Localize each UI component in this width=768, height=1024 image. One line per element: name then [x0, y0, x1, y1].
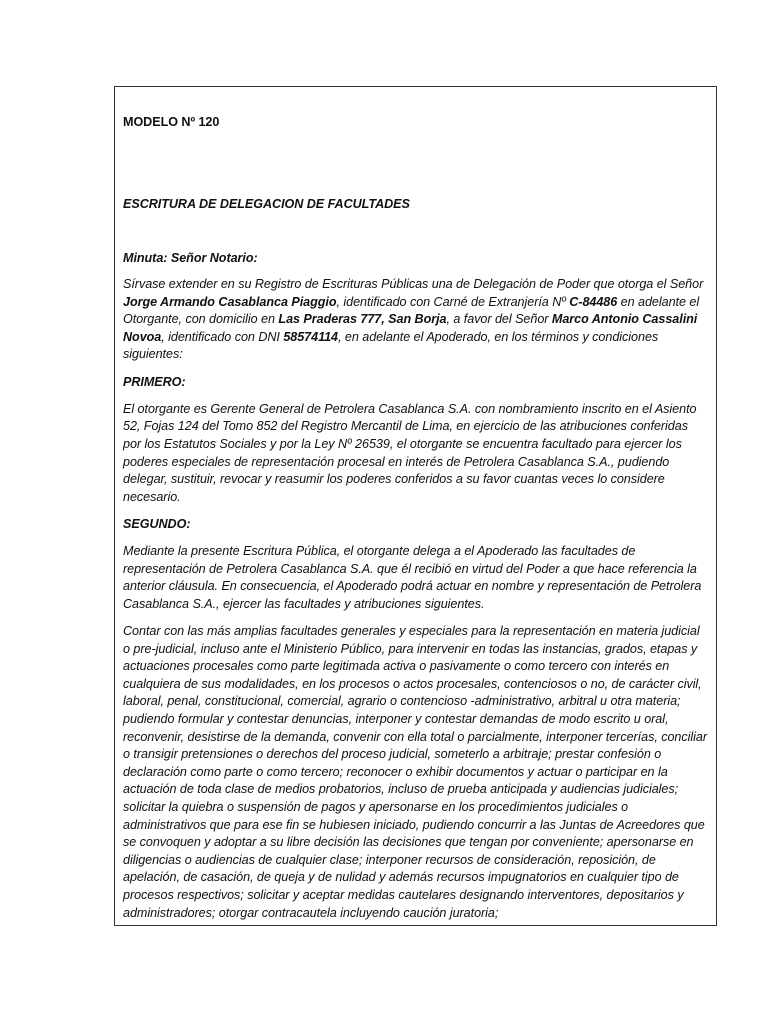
clause-primero-heading: PRIMERO: — [123, 374, 186, 389]
model-title: MODELO Nº 120 — [123, 115, 220, 129]
intro-text-1: Sírvase extender en su Registro de Escrituras Públicas una de Delegación de Poder que otorga el Señor — [123, 277, 704, 291]
grantor-address: Las Praderas 777, San Borja — [278, 312, 447, 327]
attorney-id: 58574114 — [283, 329, 339, 344]
attorney-name: Marco Antonio Cassalini Novoa — [123, 312, 698, 344]
intro-text-3: en adelante el Otorgante, con domicilio en — [123, 294, 700, 327]
clause-segundo-powers-text: Contar con las más amplias facultades generales y especiales para la representación en materia judicial o pre-judicial, incluso ante el Ministerio Público, para intervenir en todas las instancias, grados, etapas y actuaciones procesales como parte legitimada activa o pasivamente o como tercero con interés en cualquiera de sus modalidades, en los procesos o actos procesales, contenciosos o no, de carácter civil, laboral, penal, constitucional, comercial, agrario o contencioso -administrativo, arbitral u otra materia; pudiendo formular y contestar denuncias, interponer y contestar demandas de modo escrito u oral, reconvenir, desistirse de la demanda, convenir con ella total o parcialmente, interponer tercerías, conciliar o transigir pretensiones o derechos del proceso judicial, someterlo a arbitraje; prestar confesión o declaración como parte o como tercero; reconocer o exhibir documentos y actuar o participar en la actuación de toda clase de medios probatorios, incluso de prueba anticipada y audiencias judiciales; solicitar la quiebra o suspensión de pagos y apersonarse en los procedimientos judiciales o administrativos que para ese fin se hubiesen iniciado, pudiendo concurrir a las Juntas de Acreedores que se convoquen y adoptar a su libre decisión las decisiones que tengan por conveniente; apersonarse en diligencias o audiencias de cualquier clase; interponer recursos de consideración, reposición, de apelación, de casación, de queja y de nulidad y además recursos impugnatorios en cualquier tipo de procesos respectivos; solicitar y aceptar medidas cautelares designando interventores, depositarios y administradores; otorgar contracautela incluyendo caución juratoria; — [123, 624, 707, 920]
intro-text-6: , en adelante el Apoderado, en los términos y condiciones siguientes: — [123, 329, 659, 362]
grantor-name: Jorge Armando Casablanca Piaggio — [123, 294, 337, 309]
document-frame — [114, 86, 717, 926]
intro-text-5: , identificado con DNI — [161, 329, 284, 344]
minuta-heading: Minuta: Señor Notario: — [123, 251, 258, 265]
document-body — [123, 276, 708, 926]
intro-text-4: , a favor del Señor — [446, 312, 552, 327]
grantor-id: C-84486 — [569, 294, 618, 309]
clause-segundo-heading: SEGUNDO: — [123, 516, 191, 531]
intro-paragraph — [123, 276, 708, 364]
clause-primero-text: El otorgante es Gerente General de Petrolera Casablanca S.A. con nombramiento inscrito en el Asiento 52, Fojas 124 del Tomo 852 del Registro Mercantil de Lima, en ejercicio de las atribuciones conferidas por los Estatutos Sociales y por la Ley Nº 26539, el otorgante se encuentra facultado para ejercer los poderes especiales de representación procesal en interés de Petrolera Casablanca S.A., pudiendo delegar, sustituir, revocar y reasumir los poderes conferidos a su favor cuantas veces lo considere necesario. — [123, 401, 697, 504]
clause-segundo-text: Mediante la presente Escritura Pública, el otorgante delega a el Apoderado las facultades de representación de Petrolera Casablanca S.A. que él recibió en virtud del Poder a que hace referencia la anterior cláusula. En consecuencia, el Apoderado podrá actuar en nombre y representación de Petrolera Casablanca S.A., ejercer las facultades y atribuciones siguientes. — [123, 544, 702, 611]
document-title: ESCRITURA DE DELEGACION DE FACULTADES — [123, 197, 410, 211]
intro-text-2: , identificado con Carné de Extranjería Nº — [336, 294, 570, 309]
